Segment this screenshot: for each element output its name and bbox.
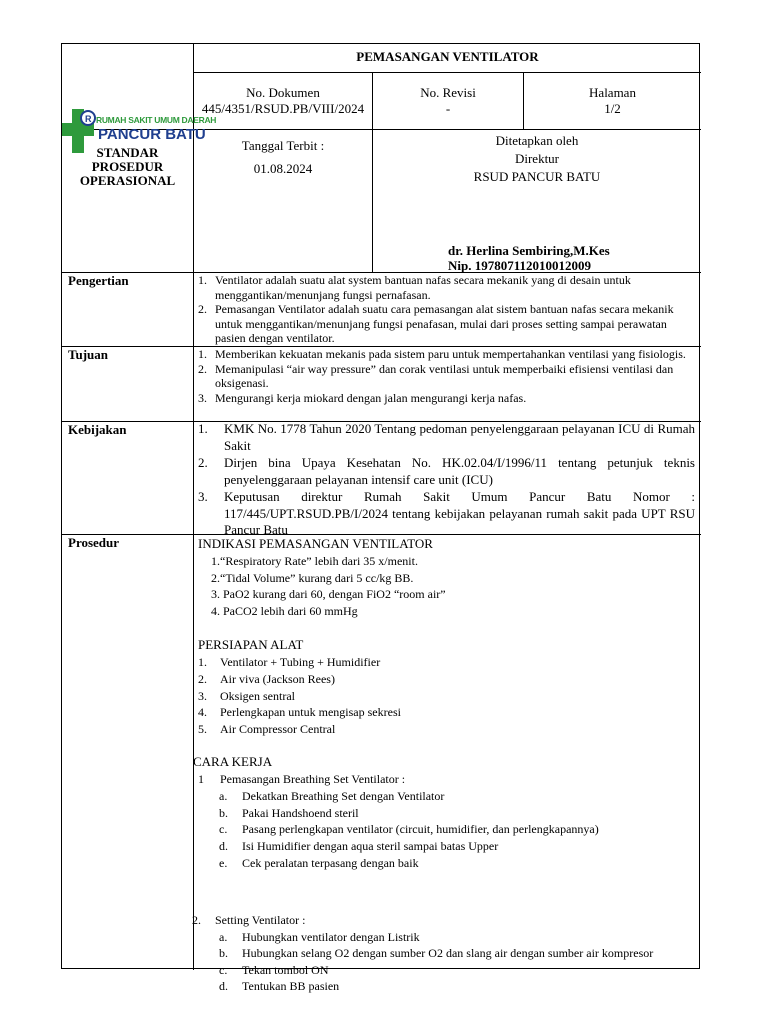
item-number: 1. [198, 655, 207, 669]
list-item: 2.“Tidal Volume” kurang dari 5 cc/kg BB. [211, 570, 414, 585]
cara-kerja-step1 [198, 771, 695, 872]
item-number: 2. [198, 361, 207, 376]
pengertian-label: Pengertian [68, 273, 129, 288]
list-item [198, 347, 698, 362]
item-text: Ventilator + Tubing + Humidifier [220, 655, 381, 669]
list-item [219, 838, 695, 855]
item-text: Pasang perlengkapan ventilator (circuit, humidifier, dan perlengkapannya) [242, 822, 599, 837]
list-item [219, 962, 700, 979]
document-title: PEMASANGAN VENTILATOR [356, 49, 539, 64]
item-number: 5. [198, 722, 207, 737]
item-number: 3. [198, 390, 207, 405]
item-number: d. [219, 839, 228, 854]
item-number: b. [219, 946, 228, 960]
item-text: Perlengkapan untuk mengisap sekresi [220, 705, 401, 720]
pejabat-name: dr. Herlina Sembiring,M.Kes [448, 243, 610, 258]
list-item [198, 688, 695, 705]
item-text: Cek peralatan terpasang dengan baik [242, 855, 419, 870]
item-number: 2. [198, 455, 208, 470]
item-text: Memberikan kekuatan mekanis pada sistem paru untuk mempertahankan ventilasi yang fisiologis. [215, 347, 686, 361]
item-text: Air Compressor Central [220, 722, 336, 737]
item-text: Dirjen bina Upaya Kesehatan No. HK.02.04/I/1996/11 tentang petunjuk teknis penyelenggaraan pelayanan intensif care unit (ICU) [224, 455, 695, 487]
list-item [219, 855, 695, 872]
list-item: 3. PaO2 kurang dari 60, dengan FiO2 “room air” [211, 587, 446, 601]
prosedur-label: Prosedur [68, 535, 120, 550]
list-item [219, 805, 695, 822]
item-text: Tentukan BB pasien [242, 979, 340, 993]
no-dokumen-label: No. Dokumen [246, 85, 320, 100]
tanggal-terbit-value: 01.08.2024 [253, 161, 313, 176]
pengertian-content [198, 273, 698, 346]
sop-document-table [61, 43, 700, 993]
item-number: c. [219, 962, 228, 977]
item-number: 2. [192, 913, 201, 927]
item-number: d. [219, 979, 228, 993]
list-item [219, 929, 700, 946]
list-item [198, 362, 698, 391]
item-text: Pemasangan Ventilator adalah suatu cara pemasangan alat sistem bantuan nafas secara mekanik untuk menggantikan/menunjang fungsi penafasan, mulai dari proses setting sampai perawatan pasien dengan ventilator. [215, 302, 674, 345]
item-number: a. [219, 788, 228, 803]
list-item [198, 704, 695, 721]
list-item: 1.“Respiratory Rate” lebih dari 35 x/menit. [211, 554, 418, 568]
sop-label-line3: OPERASIONAL [79, 173, 176, 188]
list-item [198, 455, 695, 488]
tujuan-label: Tujuan [68, 347, 108, 362]
item-text: Hubungkan ventilator dengan Listrik [242, 929, 420, 944]
sop-label-line2: PROSEDUR [91, 159, 164, 174]
item-text: Dekatkan Breathing Set dengan Ventilator [242, 788, 445, 803]
item-number: b. [219, 805, 228, 820]
cara-kerja-title: CARA KERJA [193, 754, 273, 769]
item-text: Mengurangi kerja miokard dengan jalan mengurangi kerja nafas. [215, 390, 527, 405]
item-text: Keputusan direktur Rumah Sakit Umum Pancur Batu Nomor : 117/445/UPT.RSUD.PB/I/2024 tentang kebijakan pelayanan rumah sakit pada UPT RSU Pancur Batu [224, 489, 695, 537]
halaman-label: Halaman [589, 85, 636, 100]
item-text: Oksigen sentral [220, 688, 295, 703]
jabatan-direktur: Direktur [514, 151, 560, 166]
persiapan-title: PERSIAPAN ALAT [198, 637, 304, 652]
cara-kerja-step2 [192, 912, 700, 995]
list-item [198, 273, 698, 302]
tujuan-content [198, 347, 698, 405]
item-text: Air viva (Jackson Rees) [220, 671, 335, 686]
list-item [192, 912, 700, 929]
item-number: 4. [198, 705, 207, 720]
item-number: c. [219, 822, 228, 837]
svg-text:R: R [85, 114, 92, 124]
item-number: 1. [198, 421, 208, 436]
kebijakan-label: Kebijakan [68, 422, 127, 437]
no-revisi-label: No. Revisi [420, 85, 476, 100]
item-text: Setting Ventilator : [215, 913, 306, 927]
list-item [219, 978, 700, 995]
list-item [219, 821, 695, 838]
column-divider [193, 44, 194, 970]
logo-text-line2: PANCUR BATU [98, 126, 206, 143]
item-text: Hubungkan selang O2 dengan sumber O2 dan slang air dengan sumber air kompresor [242, 946, 654, 960]
list-item [219, 945, 700, 962]
row-divider [193, 72, 701, 73]
sop-label-line1: STANDAR [96, 145, 159, 160]
item-text: Tekan tombol ON [242, 962, 329, 977]
halaman-value: 1/2 [604, 101, 621, 116]
no-revisi-value: - [445, 101, 451, 116]
list-item [198, 721, 695, 738]
list-item [198, 391, 698, 406]
persiapan-list [198, 654, 695, 738]
item-number: 1. [198, 347, 207, 361]
tanggal-terbit-label: Tanggal Terbit : [241, 138, 325, 153]
item-number: 1 [198, 772, 204, 786]
list-item [219, 788, 695, 805]
list-item [198, 654, 695, 671]
item-text: Pakai Handshoend steril [242, 805, 359, 820]
item-number: 3. [198, 688, 207, 703]
item-number: 2. [198, 671, 207, 686]
item-number: 3. [198, 489, 208, 504]
list-item [198, 671, 695, 688]
list-item: 4. PaCO2 lebih dari 60 mmHg [211, 603, 358, 618]
instansi-name: RSUD PANCUR BATU [473, 169, 601, 184]
item-number: 2. [198, 302, 207, 316]
ditetapkan-oleh: Ditetapkan oleh [495, 133, 579, 148]
list-item [198, 421, 695, 454]
kebijakan-content [198, 421, 695, 539]
indikasi-title: INDIKASI PEMASANGAN VENTILATOR [198, 536, 433, 551]
item-text: KMK No. 1778 Tahun 2020 Tentang pedoman penyelenggaraan pelayanan ICU di Rumah Sakit [224, 421, 695, 453]
item-text: Memanipulasi “air way pressure” dan corak ventilasi untuk memperbaiki efisiensi ventilasi dan oksigenasi. [215, 361, 674, 390]
item-text: Ventilator adalah suatu alat system bantuan nafas secara mekanik yang di desain untuk menggantikan/menunjang fungsi pernafasan. [215, 273, 631, 302]
item-number: a. [219, 929, 228, 944]
list-item [198, 489, 695, 539]
item-number: e. [219, 855, 228, 870]
pejabat-nip: Nip. 197807112010012009 [448, 258, 592, 273]
no-dokumen-value: 445/4351/RSUD.PB/VIII/2024 [201, 101, 365, 116]
item-text: Pemasangan Breathing Set Ventilator : [220, 772, 406, 786]
item-text: Isi Humidifier dengan aqua steril sampai batas Upper [242, 839, 499, 854]
list-item [198, 771, 695, 788]
logo-text-line1: RUMAH SAKIT UMUM DAERAH [96, 115, 217, 125]
item-number: 1. [198, 273, 207, 287]
indikasi-list [211, 553, 691, 619]
list-item [198, 302, 698, 346]
